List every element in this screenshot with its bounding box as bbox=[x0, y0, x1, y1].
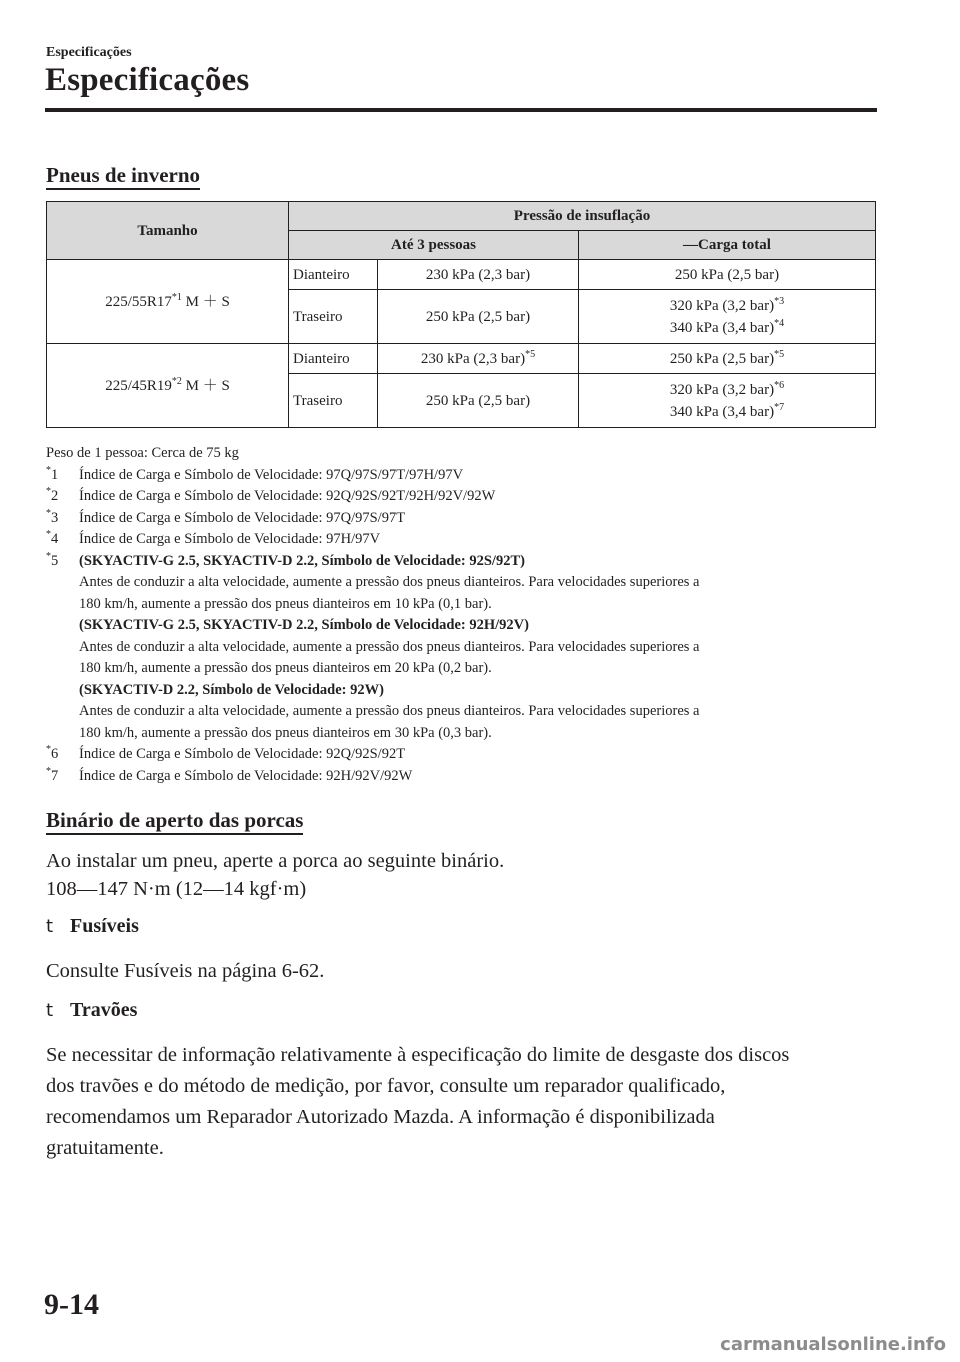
footnote-7: *7 Índice de Carga e Símbolo de Velocidade: 92H/92V/92W bbox=[46, 765, 413, 784]
footnote-2: *2 Índice de Carga e Símbolo de Velocidade: 92Q/92S/92T/92H/92V/92W bbox=[46, 486, 496, 504]
footnote-6: *6 Índice de Carga e Símbolo de Velocidade: 92Q/92S/92T bbox=[46, 744, 406, 762]
table-row bbox=[47, 260, 876, 290]
torque-text: Ao instalar um pneu, aperte a porca ao seguinte binário. 108―147 N·m (12―14 kgf·m) bbox=[46, 850, 505, 900]
pressure-cell: 320 kPa (3,2 bar)$^{*6}$ 340 kPa (3,4 bar)$^{*7}$ bbox=[579, 374, 876, 428]
pressure-cell: 250 kPa (2,5 bar) bbox=[378, 374, 579, 428]
col-up-to-3-header: Até 3 pessoas bbox=[289, 231, 579, 260]
brakes-text: Se necessitar de informação relativamente à especificação do limite de desgaste dos discos dos travões e do método de medição, por favor, consulte um reparador qualificado, recomendamos um Reparador Autorizado Mazda. A informação é disponibilizada gratuitamente. bbox=[46, 1044, 790, 1159]
position-rear: Traseiro bbox=[289, 374, 378, 428]
pressure-cell: 250 kPa (2,5 bar) bbox=[579, 260, 876, 290]
weight-note: Peso de 1 pessoa: Cerca de 75 kg bbox=[46, 445, 239, 461]
pressure-cell: 230 kPa (2,3 bar) bbox=[378, 260, 579, 290]
running-header: Especificações bbox=[46, 45, 132, 60]
brakes-heading: t Travões bbox=[46, 999, 138, 1021]
col-pressure-header: Pressão de insuflação bbox=[289, 202, 876, 231]
footnote-3: *3 Índice de Carga e Símbolo de Velocidade: 97Q/97S/97T bbox=[46, 507, 406, 526]
page-title: Especificações bbox=[45, 62, 250, 98]
winter-tyres-title: Pneus de inverno bbox=[46, 163, 200, 190]
pressure-cell: 250 kPa (2,5 bar)$^{*5}$ bbox=[579, 344, 876, 374]
winter-tyre-pressure-table bbox=[46, 201, 876, 428]
footnote-5: *5 (SKYACTIV-G 2.5, SKYACTIV-D 2.2, Símbolo de Velocidade: 92S/92T) Antes de conduzir a alta velocidade, aumente a pressão dos pneus dianteiros. Para velocidades superiores a 180 km/h, aumente a pressão dos pneus dianteiros em 10 kPa (0,1 bar). (SKYACTIV-G 2.5, SKYACTIV-D 2.2, Símbolo de Velocidade: 92H/92V) Antes de conduzir a alta velocidade, aumente a pressão dos pneus dianteiros. Para velocidades superiores a 180 km/h, aumente a pressão dos pneus dianteiros em 20 kPa (0,2 bar). (SKYACTIV-D 2.2, Símbolo de Velocidade: 92W) Antes de conduzir a alta velocidade, aumente a pressão dos pneus dianteiros. Para velocidades superiores a 180 km/h, aumente a pressão dos pneus dianteiros em 30 kPa (0,3 bar). bbox=[46, 550, 700, 741]
section-marker-icon: t bbox=[46, 1000, 54, 1021]
col-size-header: Tamanho bbox=[47, 202, 289, 260]
table-row bbox=[47, 344, 876, 374]
tyre-size-cell: 225/55R17$^{*1}$ M ＋ S bbox=[47, 260, 289, 344]
fuses-heading: t Fusíveis bbox=[46, 915, 139, 937]
section-marker-icon: t bbox=[46, 916, 54, 937]
torque-title: Binário de aperto das porcas bbox=[46, 808, 303, 835]
col-full-load-header: —Carga total bbox=[579, 231, 876, 260]
position-front: Dianteiro bbox=[289, 344, 378, 374]
position-rear: Traseiro bbox=[289, 290, 378, 344]
footnotes bbox=[46, 443, 876, 787]
footnote-4: *4 Índice de Carga e Símbolo de Velocidade: 97H/97V bbox=[46, 529, 381, 547]
pressure-cell: 230 kPa (2,3 bar)$^{*5}$ bbox=[378, 344, 579, 374]
footnote-1: *1 Índice de Carga e Símbolo de Velocidade: 97Q/97S/97T/97H/97V bbox=[46, 464, 464, 483]
pressure-cell: 320 kPa (3,2 bar)$^{*3}$ 340 kPa (3,4 bar)$^{*4}$ bbox=[579, 290, 876, 344]
page-number: 9-14 bbox=[44, 1288, 99, 1321]
position-front: Dianteiro bbox=[289, 260, 378, 290]
watermark: carmanualsonline.info bbox=[720, 1334, 946, 1355]
fuses-text: Consulte Fusíveis na página 6-62. bbox=[46, 960, 325, 982]
pressure-cell: 250 kPa (2,5 bar) bbox=[378, 290, 579, 344]
header-rule bbox=[45, 108, 877, 112]
tyre-size-cell: 225/45R19$^{*2}$ M ＋ S bbox=[47, 344, 289, 428]
